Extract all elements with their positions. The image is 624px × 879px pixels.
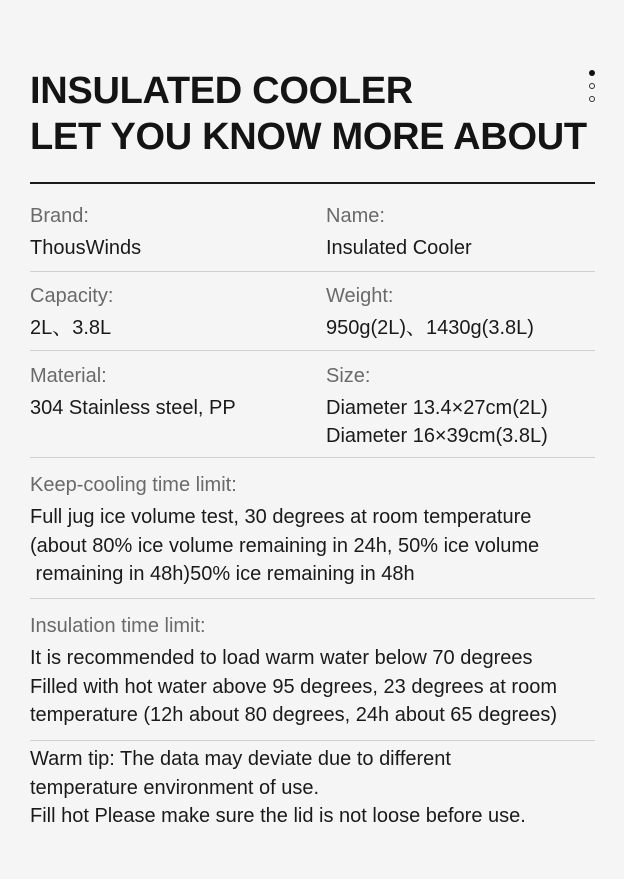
- warm-tip-line-1: Warm tip: The data may deviate due to different: [30, 748, 451, 770]
- keep-cooling-line-3: remaining in 48h)50% ice remaining in 48h: [30, 563, 415, 585]
- page-dot[interactable]: [589, 96, 595, 102]
- divider: [30, 457, 595, 458]
- warm-tip-line-3: Fill hot Please make sure the lid is not loose before use.: [30, 805, 526, 827]
- keep-cooling-section: [30, 471, 595, 589]
- capacity-value: 2L、3.8L: [30, 317, 112, 339]
- name-value: Insulated Cooler: [326, 237, 472, 259]
- title-line-2: LET YOU KNOW MORE ABOUT: [30, 116, 587, 158]
- page-dot[interactable]: [589, 83, 595, 89]
- pagination-dots: [589, 70, 597, 109]
- brand-value: ThousWinds: [30, 237, 142, 259]
- material-label: Material:: [30, 365, 107, 387]
- insulation-line-2: temperature (12h about 80 degrees, 24h about 65 degrees): [30, 704, 558, 726]
- name-label: Name:: [326, 205, 385, 227]
- insulation-line-1: Filled with hot water above 95 degrees, 23 degrees at room: [30, 675, 557, 698]
- insulation-warning: It is recommended to load warm water below 70 degrees: [30, 647, 533, 669]
- keep-cooling-line-2: (about 80% ice volume remaining in 24h, 50% ice volume: [30, 534, 540, 557]
- title-divider: [30, 182, 595, 184]
- insulation-label: Insulation time limit:: [30, 615, 206, 637]
- spec-brand: [30, 202, 141, 262]
- size-label: Size:: [326, 365, 371, 387]
- spec-weight: [326, 282, 534, 342]
- weight-label: Weight:: [326, 285, 394, 307]
- capacity-label: Capacity:: [30, 285, 114, 307]
- divider: [30, 271, 595, 272]
- weight-value: 950g(2L)、1430g(3.8L): [326, 317, 534, 339]
- page-dot-active[interactable]: [589, 70, 595, 76]
- divider: [30, 350, 595, 351]
- divider: [30, 740, 595, 741]
- spec-name: [326, 202, 472, 262]
- keep-cooling-line-1: Full jug ice volume test, 30 degrees at room temperature: [30, 506, 532, 528]
- spec-material: [30, 362, 236, 422]
- keep-cooling-label: Keep-cooling time limit:: [30, 474, 237, 496]
- size-value-2l: Diameter 13.4×27cm(2L): [326, 397, 548, 419]
- title-line-1: INSULATED COOLER: [30, 70, 413, 112]
- material-value: 304 Stainless steel, PP: [30, 397, 236, 419]
- size-value-3-8l: Diameter 16×39cm(3.8L): [326, 425, 548, 447]
- divider: [30, 598, 595, 599]
- spec-capacity: [30, 282, 113, 342]
- page-title: [30, 68, 587, 160]
- spec-size: [326, 362, 548, 450]
- insulation-section: [30, 612, 595, 730]
- brand-label: Brand:: [30, 205, 89, 227]
- warm-tip-line-2: temperature environment of use.: [30, 776, 320, 799]
- warm-tip-section: [30, 745, 595, 831]
